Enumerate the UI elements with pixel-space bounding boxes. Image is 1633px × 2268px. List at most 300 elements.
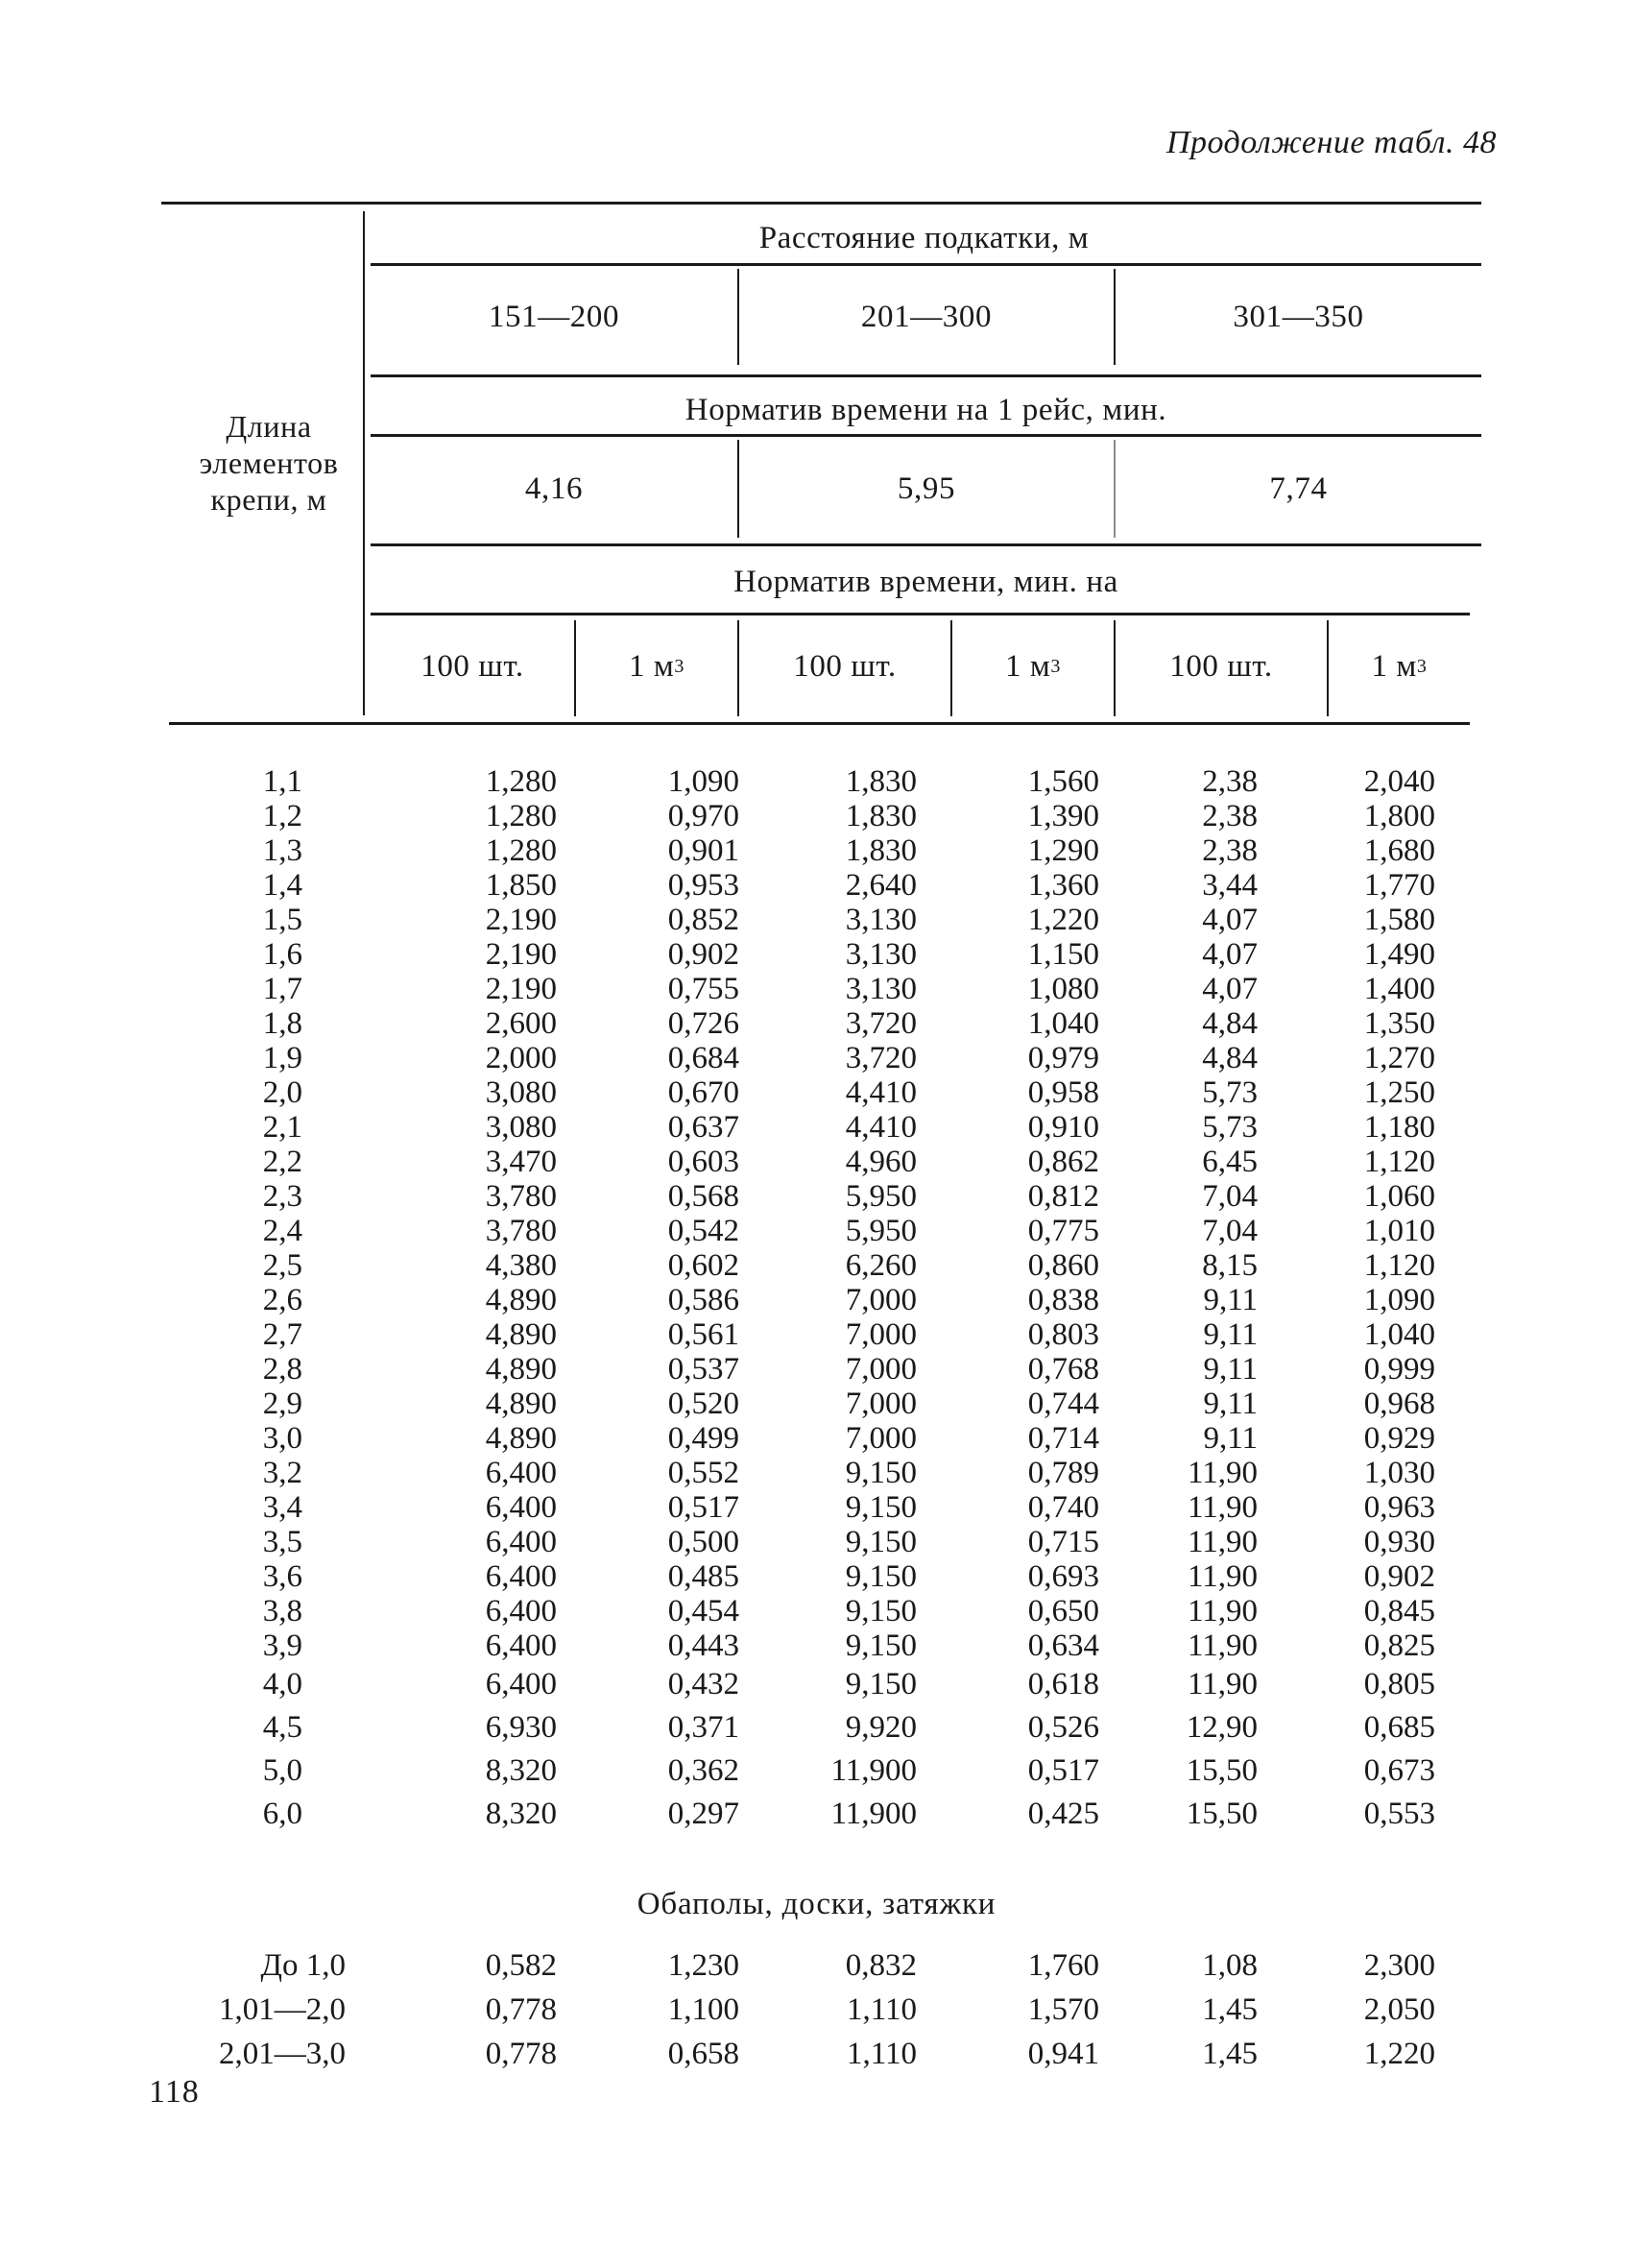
row-length-cell: 1,4	[262, 868, 302, 903]
row-value-cell: 1,830	[845, 799, 917, 833]
row-value-cell: 9,150	[845, 1667, 917, 1701]
section-title: Обаполы, доски, затяжки	[636, 1887, 997, 1921]
row-length-cell: 3,4	[262, 1490, 302, 1525]
row-value-cell: 0,740	[1027, 1490, 1099, 1525]
row-value-cell: 0,443	[667, 1629, 739, 1663]
row-value-cell: 1,220	[1363, 2037, 1435, 2071]
row-value-cell: 0,432	[667, 1667, 739, 1701]
row-value-cell: 0,499	[667, 1421, 739, 1456]
row-value-cell: 0,775	[1027, 1214, 1099, 1248]
row-value-cell: 1,45	[1202, 2037, 1258, 2071]
row-value-cell: 6,400	[485, 1490, 557, 1525]
row-value-cell: 0,586	[667, 1283, 739, 1317]
row-value-cell: 0,603	[667, 1145, 739, 1179]
row-value-cell: 1,120	[1363, 1248, 1435, 1283]
row-value-cell: 0,650	[1027, 1594, 1099, 1629]
row-value-cell: 0,805	[1363, 1667, 1435, 1701]
unit-divider-1	[574, 620, 576, 716]
row-value-cell: 0,714	[1027, 1421, 1099, 1456]
row-value-cell: 9,11	[1203, 1387, 1258, 1421]
distance-divider-1	[737, 269, 739, 365]
row-value-cell: 0,958	[1027, 1075, 1099, 1110]
row-value-cell: 3,080	[485, 1075, 557, 1110]
row-value-cell: 1,090	[667, 764, 739, 799]
row-value-cell: 1,040	[1027, 1006, 1099, 1041]
row-value-cell: 0,517	[1027, 1753, 1099, 1788]
row-value-cell: 1,850	[485, 868, 557, 903]
row-value-cell: 7,000	[845, 1317, 917, 1352]
row-value-cell: 0,634	[1027, 1629, 1099, 1663]
row-length-cell: 1,6	[262, 937, 302, 972]
row-length-cell: 1,3	[262, 833, 302, 868]
trip-norm-divider-2	[1114, 440, 1116, 538]
row-length-cell: 2,8	[262, 1352, 302, 1387]
row-value-cell: 15,50	[1186, 1753, 1258, 1788]
unit-m3-1: 1 м 3	[628, 648, 685, 684]
row-value-cell: 0,693	[1027, 1559, 1099, 1594]
row-value-cell: 1,280	[485, 833, 557, 868]
row-value-cell: 0,618	[1027, 1667, 1099, 1701]
row-value-cell: 0,968	[1363, 1387, 1435, 1421]
table-row	[0, 1075, 1633, 1110]
row-value-cell: 0,979	[1027, 1041, 1099, 1075]
row-value-cell: 4,84	[1202, 1006, 1258, 1041]
row-length-cell: 4,5	[262, 1710, 302, 1745]
row-value-cell: 0,953	[667, 868, 739, 903]
row-value-cell: 2,050	[1363, 1992, 1435, 2027]
table-row	[0, 1352, 1633, 1387]
header-bottom-rule	[169, 722, 1470, 725]
row-value-cell: 4,07	[1202, 972, 1258, 1006]
row-value-cell: 1,830	[845, 764, 917, 799]
row-value-cell: 9,150	[845, 1594, 917, 1629]
unit-pcs-1: 100 шт.	[420, 648, 524, 684]
unit-divider-5	[1327, 620, 1329, 716]
row-length-cell: 2,2	[262, 1145, 302, 1179]
table-row	[0, 1663, 1633, 1706]
table-row	[0, 1988, 1633, 2032]
row-value-cell: 2,38	[1202, 799, 1258, 833]
row-value-cell: 0,768	[1027, 1352, 1099, 1387]
row-value-cell: 0,670	[667, 1075, 739, 1110]
row-value-cell: 0,637	[667, 1110, 739, 1145]
table-row	[0, 1179, 1633, 1214]
row-value-cell: 5,950	[845, 1179, 917, 1214]
row-value-cell: 11,90	[1187, 1667, 1258, 1701]
row-value-cell: 2,600	[485, 1006, 557, 1041]
row-length-cell: 3,0	[262, 1421, 302, 1456]
row-value-cell: 1,010	[1363, 1214, 1435, 1248]
row-length-cell: 1,7	[262, 972, 302, 1006]
table-row	[0, 833, 1633, 868]
row-value-cell: 6,400	[485, 1525, 557, 1559]
row-value-cell: 0,526	[1027, 1710, 1099, 1745]
table-row	[0, 1387, 1633, 1421]
row-value-cell: 1,030	[1363, 1456, 1435, 1490]
row-value-cell: 1,110	[846, 1992, 917, 2027]
row-value-cell: 0,902	[667, 937, 739, 972]
table-row	[0, 1006, 1633, 1041]
row-value-cell: 3,44	[1202, 868, 1258, 903]
row-length-cell: 3,9	[262, 1629, 302, 1663]
row-value-cell: 1,100	[667, 1992, 739, 2027]
distance-3: 301—350	[1233, 299, 1364, 334]
distance-1: 151—200	[488, 299, 620, 334]
row-value-cell: 4,07	[1202, 937, 1258, 972]
row-value-cell: 0,568	[667, 1179, 739, 1214]
row-value-cell: 1,680	[1363, 833, 1435, 868]
row-value-cell: 4,890	[485, 1352, 557, 1387]
row-length-cell: 2,5	[262, 1248, 302, 1283]
row-value-cell: 6,400	[485, 1629, 557, 1663]
row-length-cell: 2,6	[262, 1283, 302, 1317]
row-value-cell: 1,080	[1027, 972, 1099, 1006]
row-value-cell: 0,658	[667, 2037, 739, 2071]
row-value-cell: 3,130	[845, 972, 917, 1006]
row-value-cell: 3,780	[485, 1214, 557, 1248]
table-row	[0, 764, 1633, 799]
row-value-cell: 0,902	[1363, 1559, 1435, 1594]
row-value-cell: 1,770	[1363, 868, 1435, 903]
distance-bottom-rule	[371, 374, 1481, 377]
row-value-cell: 1,120	[1363, 1145, 1435, 1179]
row-length-cell: 3,5	[262, 1525, 302, 1559]
row-value-cell: 2,000	[485, 1041, 557, 1075]
row-value-cell: 2,300	[1363, 1948, 1435, 1983]
row-value-cell: 7,000	[845, 1421, 917, 1456]
row-value-cell: 7,04	[1202, 1214, 1258, 1248]
row-length-cell: 2,9	[262, 1387, 302, 1421]
table-row	[0, 1629, 1633, 1663]
row-value-cell: 0,803	[1027, 1317, 1099, 1352]
row-value-cell: 3,080	[485, 1110, 557, 1145]
row-value-cell: 0,832	[845, 1948, 917, 1983]
row-value-cell: 11,900	[830, 1797, 917, 1831]
table-row	[0, 1145, 1633, 1179]
row-length-cell: 3,8	[262, 1594, 302, 1629]
row-length-cell: 2,01—3,0	[219, 2037, 346, 2071]
row-value-cell: 1,760	[1027, 1948, 1099, 1983]
row-value-cell: 0,744	[1027, 1387, 1099, 1421]
row-length-cell: 2,7	[262, 1317, 302, 1352]
row-value-cell: 1,390	[1027, 799, 1099, 833]
row-value-cell: 0,297	[667, 1797, 739, 1831]
row-value-cell: 1,280	[485, 764, 557, 799]
row-value-cell: 0,901	[667, 833, 739, 868]
table-row	[0, 1525, 1633, 1559]
table-row	[0, 1490, 1633, 1525]
table-row	[0, 1248, 1633, 1283]
row-value-cell: 5,73	[1202, 1110, 1258, 1145]
table-row	[0, 903, 1633, 937]
row-length-cell: 1,9	[262, 1041, 302, 1075]
table-row	[0, 1456, 1633, 1490]
row-value-cell: 8,320	[485, 1753, 557, 1788]
row-length-cell: 2,4	[262, 1214, 302, 1248]
row-value-cell: 4,890	[485, 1283, 557, 1317]
row-value-cell: 2,040	[1363, 764, 1435, 799]
row-length-cell: 4,0	[262, 1667, 302, 1701]
row-value-cell: 2,38	[1202, 833, 1258, 868]
row-value-cell: 12,90	[1186, 1710, 1258, 1745]
row-value-cell: 11,90	[1187, 1525, 1258, 1559]
row-value-cell: 0,838	[1027, 1283, 1099, 1317]
row-value-cell: 2,640	[845, 868, 917, 903]
row-value-cell: 6,45	[1202, 1145, 1258, 1179]
row-value-cell: 1,280	[485, 799, 557, 833]
row-value-cell: 0,520	[667, 1387, 739, 1421]
unit-m3-2: 1 м 3	[1004, 648, 1062, 684]
table-caption: Продолжение табл. 48	[1165, 125, 1497, 160]
row-value-cell: 8,15	[1202, 1248, 1258, 1283]
row-value-cell: 0,778	[485, 1992, 557, 2027]
row-value-cell: 1,580	[1363, 903, 1435, 937]
row-value-cell: 9,11	[1203, 1421, 1258, 1456]
unit-divider-3	[950, 620, 952, 716]
row-value-cell: 7,000	[845, 1283, 917, 1317]
row-value-cell: 0,684	[667, 1041, 739, 1075]
row-value-cell: 11,90	[1187, 1594, 1258, 1629]
row-value-cell: 0,425	[1027, 1797, 1099, 1831]
row-length-cell: 1,8	[262, 1006, 302, 1041]
row-value-cell: 9,11	[1203, 1352, 1258, 1387]
row-value-cell: 0,963	[1363, 1490, 1435, 1525]
row-value-cell: 0,602	[667, 1248, 739, 1283]
trip-norm-2: 5,95	[897, 470, 956, 506]
row-value-cell: 0,561	[667, 1317, 739, 1352]
distance-title: Расстояние подкатки, м	[758, 220, 1090, 255]
row-value-cell: 0,673	[1363, 1753, 1435, 1788]
norm-title: Норматив времени, мин. на	[733, 564, 1118, 599]
trip-norm-title: Норматив времени на 1 рейс, мин.	[684, 392, 1167, 427]
row-value-cell: 6,400	[485, 1594, 557, 1629]
row-value-cell: 11,90	[1187, 1629, 1258, 1663]
row-value-cell: 0,862	[1027, 1145, 1099, 1179]
row-value-cell: 0,542	[667, 1214, 739, 1248]
row-value-cell: 1,230	[667, 1948, 739, 1983]
trip-norm-bottom-rule	[371, 543, 1481, 546]
row-value-cell: 4,890	[485, 1421, 557, 1456]
row-value-cell: 4,890	[485, 1317, 557, 1352]
row-value-cell: 1,560	[1027, 764, 1099, 799]
row-value-cell: 0,812	[1027, 1179, 1099, 1214]
row-value-cell: 8,320	[485, 1797, 557, 1831]
row-length-cell: 1,2	[262, 799, 302, 833]
table-row	[0, 1559, 1633, 1594]
table-row	[0, 1317, 1633, 1352]
row-value-cell: 7,000	[845, 1352, 917, 1387]
row-value-cell: 4,890	[485, 1387, 557, 1421]
row-value-cell: 0,726	[667, 1006, 739, 1041]
table-row	[0, 799, 1633, 833]
row-value-cell: 1,570	[1027, 1992, 1099, 2027]
row-value-cell: 1,110	[846, 2037, 917, 2071]
row-value-cell: 0,552	[667, 1456, 739, 1490]
row-value-cell: 4,380	[485, 1248, 557, 1283]
row-value-cell: 6,260	[845, 1248, 917, 1283]
row-value-cell: 3,720	[845, 1041, 917, 1075]
table-row	[0, 972, 1633, 1006]
table-row	[0, 1421, 1633, 1456]
row-value-cell: 4,84	[1202, 1041, 1258, 1075]
row-value-cell: 0,852	[667, 903, 739, 937]
row-value-cell: 6,400	[485, 1667, 557, 1701]
row-length-cell: До 1,0	[260, 1948, 346, 1983]
distance-2: 201—300	[860, 299, 993, 334]
row-value-cell: 3,720	[845, 1006, 917, 1041]
norm-title-rule	[371, 613, 1470, 615]
row-length-cell: 2,1	[262, 1110, 302, 1145]
row-length-cell: 1,01—2,0	[219, 1992, 346, 2027]
trip-norm-3: 7,74	[1269, 470, 1328, 506]
row-value-cell: 1,220	[1027, 903, 1099, 937]
distance-title-rule	[371, 263, 1481, 266]
row-value-cell: 1,830	[845, 833, 917, 868]
row-value-cell: 0,755	[667, 972, 739, 1006]
row-value-cell: 1,090	[1363, 1283, 1435, 1317]
row-value-cell: 0,715	[1027, 1525, 1099, 1559]
row-value-cell: 3,130	[845, 937, 917, 972]
row-length-cell: 5,0	[262, 1753, 302, 1788]
table-row	[0, 1214, 1633, 1248]
row-value-cell: 4,960	[845, 1145, 917, 1179]
row-value-cell: 0,362	[667, 1753, 739, 1788]
trip-norm-1: 4,16	[524, 470, 584, 506]
row-value-cell: 0,454	[667, 1594, 739, 1629]
row-value-cell: 9,150	[845, 1490, 917, 1525]
page-number: 118	[149, 2074, 200, 2110]
row-length-cell: 6,0	[262, 1797, 302, 1831]
row-value-cell: 1,08	[1202, 1948, 1258, 1983]
distance-divider-2	[1114, 269, 1116, 365]
row-length-cell: 3,2	[262, 1456, 302, 1490]
table-row	[0, 1943, 1633, 1988]
table-row	[0, 937, 1633, 972]
row-value-cell: 7,04	[1202, 1179, 1258, 1214]
row-value-cell: 0,910	[1027, 1110, 1099, 1145]
row-value-cell: 0,930	[1363, 1525, 1435, 1559]
row-value-cell: 4,07	[1202, 903, 1258, 937]
table-row	[0, 1749, 1633, 1793]
stub-column-header: Длина элементов крепи, м	[199, 409, 339, 517]
row-value-cell: 0,485	[667, 1559, 739, 1594]
row-value-cell: 0,941	[1027, 2037, 1099, 2071]
row-value-cell: 4,410	[845, 1110, 917, 1145]
row-value-cell: 11,90	[1187, 1559, 1258, 1594]
table-row	[0, 1283, 1633, 1317]
row-value-cell: 1,040	[1363, 1317, 1435, 1352]
unit-pcs-3: 100 шт.	[1169, 648, 1273, 684]
row-value-cell: 1,180	[1363, 1110, 1435, 1145]
row-value-cell: 1,250	[1363, 1075, 1435, 1110]
row-value-cell: 9,150	[845, 1559, 917, 1594]
row-value-cell: 6,400	[485, 1559, 557, 1594]
table-top-rule	[161, 202, 1481, 205]
row-value-cell: 11,90	[1187, 1490, 1258, 1525]
row-value-cell: 3,130	[845, 903, 917, 937]
row-value-cell: 4,410	[845, 1075, 917, 1110]
row-value-cell: 9,150	[845, 1525, 917, 1559]
table-row	[0, 1793, 1633, 1836]
row-value-cell: 1,350	[1363, 1006, 1435, 1041]
row-value-cell: 0,371	[667, 1710, 739, 1745]
trip-norm-title-rule	[371, 434, 1481, 437]
row-value-cell: 0,778	[485, 2037, 557, 2071]
row-value-cell: 0,553	[1363, 1797, 1435, 1831]
row-value-cell: 3,780	[485, 1179, 557, 1214]
row-value-cell: 2,190	[485, 972, 557, 1006]
row-value-cell: 1,290	[1027, 833, 1099, 868]
row-value-cell: 6,930	[485, 1710, 557, 1745]
row-length-cell: 2,0	[262, 1075, 302, 1110]
unit-divider-4	[1114, 620, 1116, 716]
row-length-cell: 2,3	[262, 1179, 302, 1214]
row-value-cell: 0,582	[485, 1948, 557, 1983]
row-value-cell: 1,490	[1363, 937, 1435, 972]
row-value-cell: 0,789	[1027, 1456, 1099, 1490]
row-value-cell: 6,400	[485, 1456, 557, 1490]
row-value-cell: 9,920	[845, 1710, 917, 1745]
data-rows-boards	[0, 1943, 1633, 2076]
row-value-cell: 5,950	[845, 1214, 917, 1248]
row-value-cell: 1,800	[1363, 799, 1435, 833]
row-value-cell: 1,270	[1363, 1041, 1435, 1075]
unit-m3-3: 1 м 3	[1371, 648, 1428, 684]
row-value-cell: 0,845	[1363, 1594, 1435, 1629]
row-length-cell: 1,1	[262, 764, 302, 799]
row-value-cell: 1,060	[1363, 1179, 1435, 1214]
table-row	[0, 868, 1633, 903]
row-value-cell: 11,900	[830, 1753, 917, 1788]
row-value-cell: 0,500	[667, 1525, 739, 1559]
row-value-cell: 15,50	[1186, 1797, 1258, 1831]
row-value-cell: 1,400	[1363, 972, 1435, 1006]
row-value-cell: 3,470	[485, 1145, 557, 1179]
row-value-cell: 0,825	[1363, 1629, 1435, 1663]
table-row	[0, 1706, 1633, 1749]
row-value-cell: 1,360	[1027, 868, 1099, 903]
row-value-cell: 0,970	[667, 799, 739, 833]
row-length-cell: 3,6	[262, 1559, 302, 1594]
table-row	[0, 1110, 1633, 1145]
trip-norm-divider-1	[737, 440, 739, 538]
row-value-cell: 9,150	[845, 1629, 917, 1663]
unit-pcs-2: 100 шт.	[793, 648, 897, 684]
row-value-cell: 0,860	[1027, 1248, 1099, 1283]
row-value-cell: 1,45	[1202, 1992, 1258, 2027]
row-value-cell: 9,11	[1203, 1317, 1258, 1352]
row-value-cell: 9,150	[845, 1456, 917, 1490]
stub-divider	[363, 211, 365, 715]
table-row	[0, 2032, 1633, 2076]
row-value-cell: 1,150	[1027, 937, 1099, 972]
row-value-cell: 0,999	[1363, 1352, 1435, 1387]
row-value-cell: 7,000	[845, 1387, 917, 1421]
row-value-cell: 0,685	[1363, 1710, 1435, 1745]
row-value-cell: 0,517	[667, 1490, 739, 1525]
table-row	[0, 1594, 1633, 1629]
row-value-cell: 0,537	[667, 1352, 739, 1387]
row-value-cell: 9,11	[1203, 1283, 1258, 1317]
row-length-cell: 1,5	[262, 903, 302, 937]
unit-divider-2	[737, 620, 739, 716]
table-row	[0, 1041, 1633, 1075]
data-rows	[0, 764, 1633, 1836]
row-value-cell: 0,929	[1363, 1421, 1435, 1456]
row-value-cell: 11,90	[1187, 1456, 1258, 1490]
row-value-cell: 5,73	[1202, 1075, 1258, 1110]
row-value-cell: 2,38	[1202, 764, 1258, 799]
